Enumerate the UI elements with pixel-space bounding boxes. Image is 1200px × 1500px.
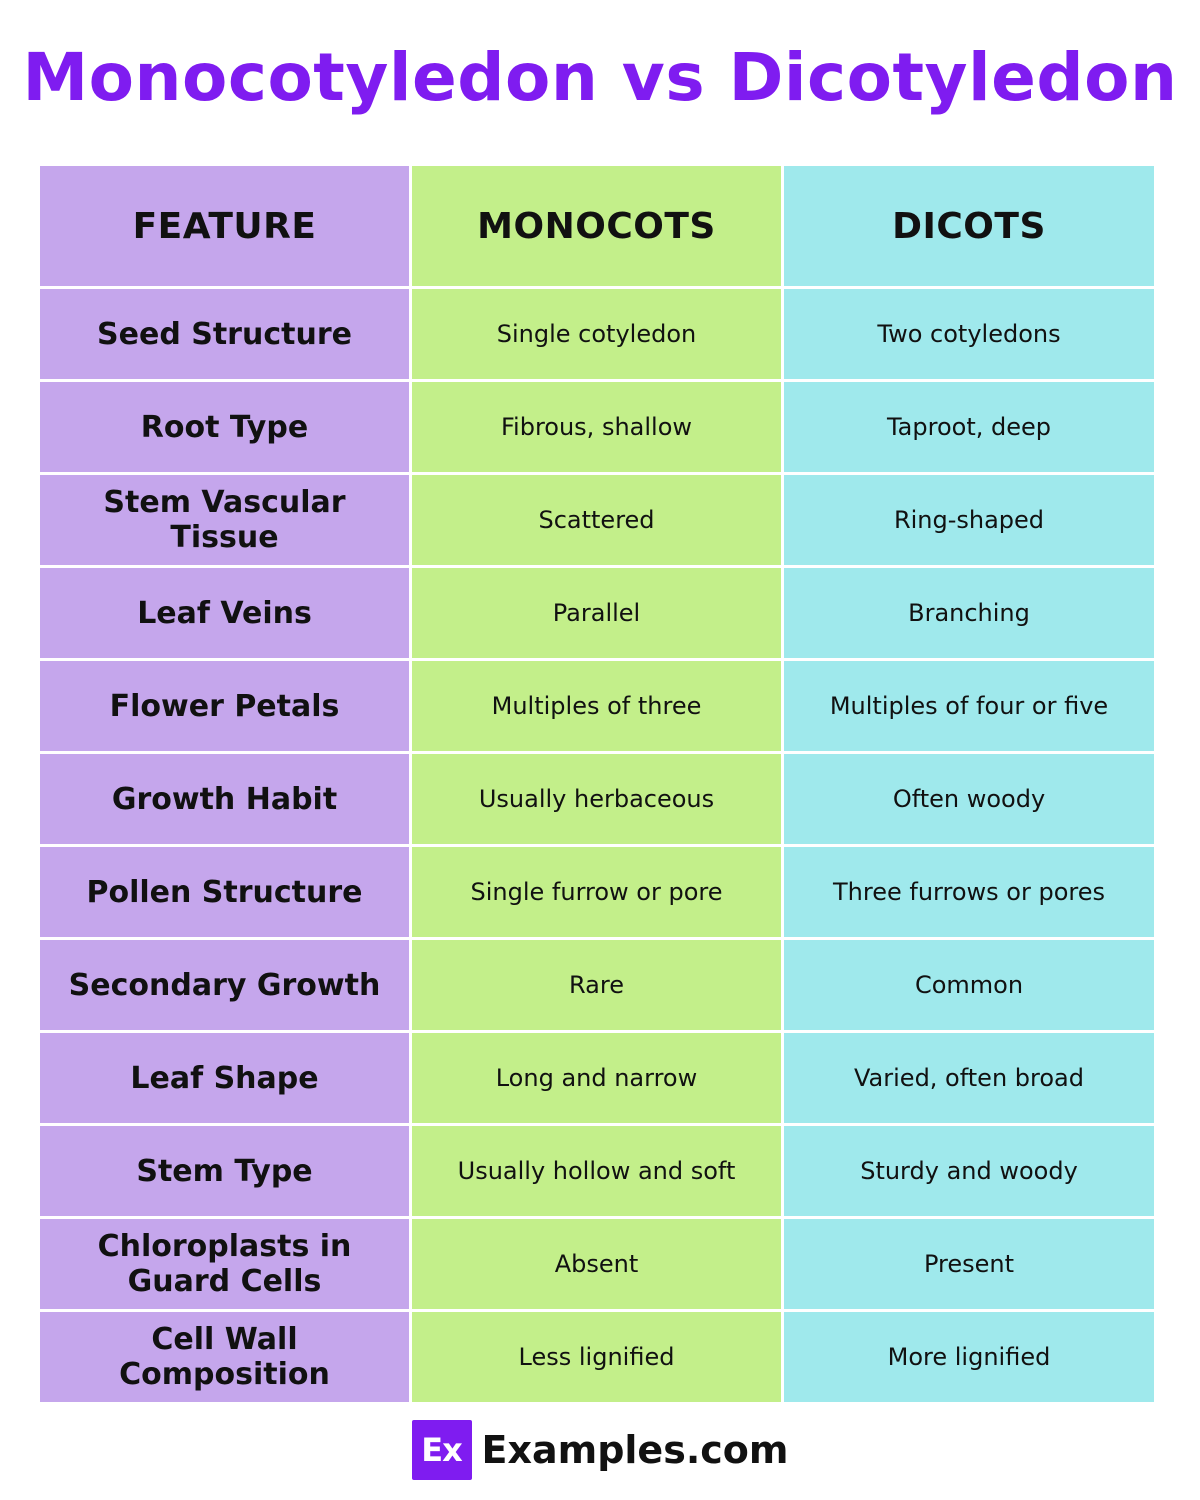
comparison-table [40, 166, 1154, 1402]
feature-cell: Flower Petals [40, 661, 409, 751]
footer [0, 1420, 1200, 1480]
monocot-value-cell: Rare [412, 940, 781, 1030]
examples-logo-icon: Ex [412, 1420, 472, 1480]
monocot-value-cell: Long and narrow [412, 1033, 781, 1123]
dicot-value-cell: Multiples of four or five [784, 661, 1154, 751]
dicot-value-cell: Varied, often broad [784, 1033, 1154, 1123]
feature-cell: Chloroplasts in Guard Cells [40, 1219, 409, 1309]
dicot-value-cell: Two cotyledons [784, 289, 1154, 379]
dicot-value-cell: Taproot, deep [784, 382, 1154, 472]
header-monocots: MONOCOTS [412, 166, 781, 286]
monocot-value-cell: Single furrow or pore [412, 847, 781, 937]
monocot-value-cell: Fibrous, shallow [412, 382, 781, 472]
monocot-value-cell: Absent [412, 1219, 781, 1309]
feature-cell: Secondary Growth [40, 940, 409, 1030]
feature-cell: Seed Structure [40, 289, 409, 379]
monocot-value-cell: Multiples of three [412, 661, 781, 751]
dicot-value-cell: Often woody [784, 754, 1154, 844]
dicot-value-cell: Sturdy and woody [784, 1126, 1154, 1216]
dicot-value-cell: Three furrows or pores [784, 847, 1154, 937]
page-title: Monocotyledon vs Dicotyledon [22, 39, 1178, 116]
feature-cell: Root Type [40, 382, 409, 472]
dicot-value-cell: More lignified [784, 1312, 1154, 1402]
feature-cell: Leaf Shape [40, 1033, 409, 1123]
feature-cell: Pollen Structure [40, 847, 409, 937]
monocot-value-cell: Parallel [412, 568, 781, 658]
dicot-value-cell: Branching [784, 568, 1154, 658]
feature-cell: Growth Habit [40, 754, 409, 844]
monocot-value-cell: Usually herbaceous [412, 754, 781, 844]
monocot-value-cell: Less lignified [412, 1312, 781, 1402]
feature-cell: Stem Type [40, 1126, 409, 1216]
monocot-value-cell: Single cotyledon [412, 289, 781, 379]
feature-cell: Stem Vascular Tissue [40, 475, 409, 565]
feature-cell: Cell Wall Composition [40, 1312, 409, 1402]
monocot-value-cell: Scattered [412, 475, 781, 565]
dicot-value-cell: Common [784, 940, 1154, 1030]
dicot-value-cell: Ring-shaped [784, 475, 1154, 565]
header-dicots: DICOTS [784, 166, 1154, 286]
monocot-value-cell: Usually hollow and soft [412, 1126, 781, 1216]
header-feature: FEATURE [40, 166, 409, 286]
dicot-value-cell: Present [784, 1219, 1154, 1309]
brand-name: Examples.com [481, 1428, 789, 1472]
feature-cell: Leaf Veins [40, 568, 409, 658]
